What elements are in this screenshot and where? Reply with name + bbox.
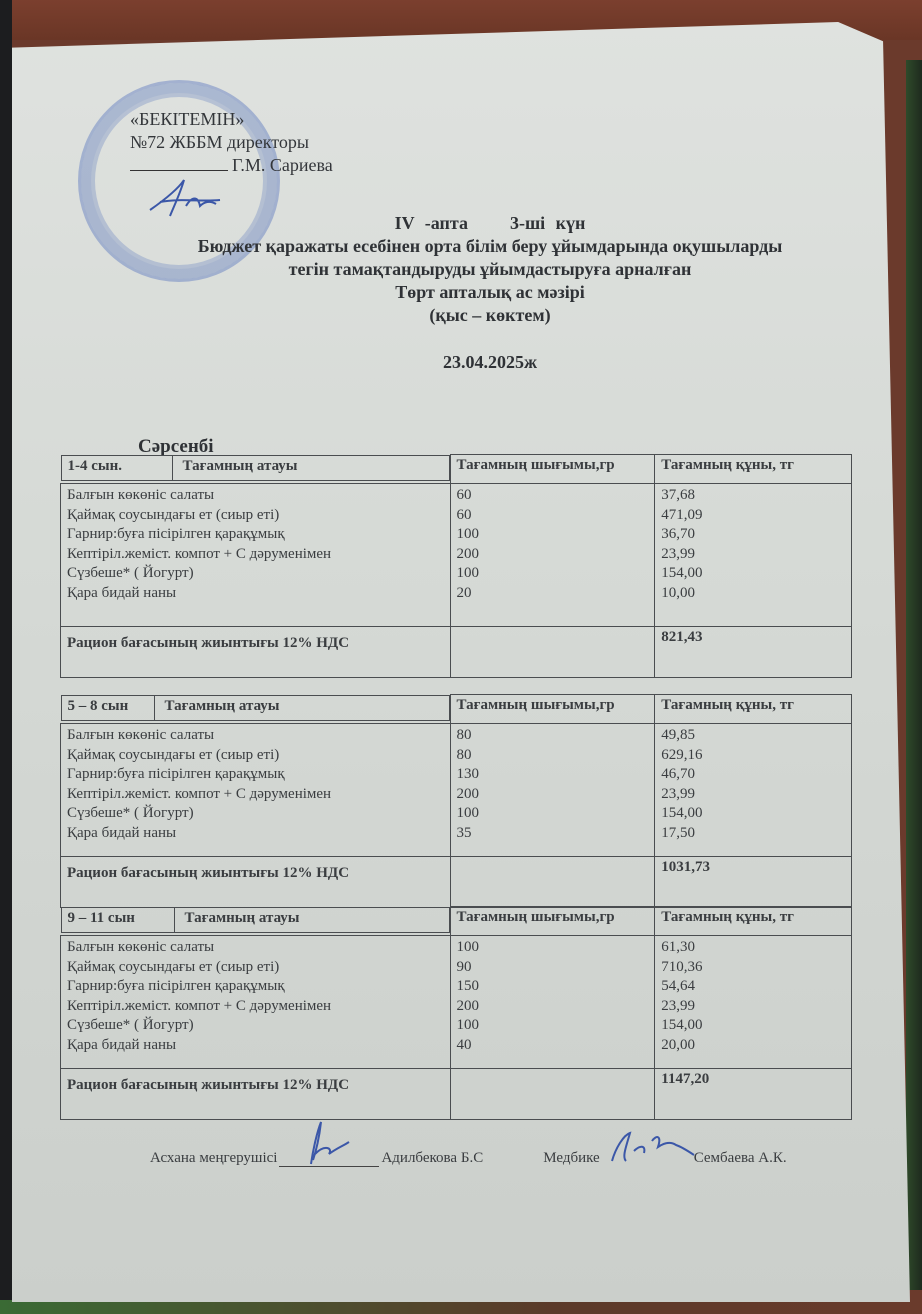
dish-price: 54,64 [661,978,696,994]
column-dish-name: Тағамның атауы [164,697,280,714]
dish-name: Балғын көкөніс салаты [67,727,215,743]
total-label: Рацион бағасының жиынтығы 12% НДС [61,627,451,678]
dish-price: 23,99 [661,997,696,1014]
nurse-title: Медбике [543,1150,600,1166]
table-row [61,484,852,627]
dish-price: 37,68 [661,487,696,503]
dish-price: 49,85 [661,727,696,743]
dish-name: Сүзбеше* ( Йогурт) [67,805,194,821]
dish-grams: 130 [456,766,479,782]
dish-name: Қаймақ соусындағы ет (сиыр еті) [67,506,280,523]
dish-grams: 150 [456,978,479,994]
dish-grams: 100 [456,939,479,955]
column-output: Тағамның шығымы,гр [450,907,655,936]
total-value: 1031,73 [655,857,852,908]
total-value: 1147,20 [655,1069,852,1120]
dish-grams: 100 [456,526,479,542]
title-line-1: Бюджет қаражаты есебінен орта білім беру ұйымдарында оқушыларды [197,236,783,256]
dish-price: 20,00 [661,1036,696,1053]
total-value: 821,43 [655,627,852,678]
dish-grams: 200 [456,545,479,562]
dish-price: 471,09 [661,506,703,523]
total-row [61,1069,852,1120]
column-dish-name: Тағамның атауы [182,457,298,474]
dish-grams: 60 [456,487,472,503]
nurse-name: Сембаева А.К. [693,1150,787,1166]
dish-price: 36,70 [661,526,696,542]
dish-name: Гарнир:буға пісірілген қарақұмық [67,766,285,782]
dish-grams: 40 [456,1036,472,1053]
title-line-3: Төрт апталық ас мәзірі [395,282,585,302]
signatures-footer [150,1150,880,1167]
canteen-signature-icon [299,1120,359,1166]
menu-table-grades-5-8 [60,694,852,908]
dish-grams: 35 [456,824,472,841]
grade-label: 9 – 11 сын [62,908,175,932]
signature-line [130,170,228,171]
dish-grams: 100 [456,805,479,821]
dish-name: Гарнир:буға пісірілген қарақұмық [67,526,285,542]
dish-name: Балғын көкөніс салаты [67,487,215,503]
column-price: Тағамның құны, тг [655,455,852,484]
day-number: 3-ші күн [509,213,586,233]
dish-grams: 60 [456,506,472,523]
document-header [120,212,860,374]
dish-name: Гарнир:буға пісірілген қарақұмық [67,978,285,994]
dish-price: 710,36 [661,958,703,975]
background-edge [0,1300,922,1314]
dish-name: Қара бидай наны [67,1036,177,1053]
dish-price: 17,50 [661,824,696,841]
dish-grams: 90 [456,958,472,975]
approval-block [130,108,333,177]
total-label: Рацион бағасының жиынтығы 12% НДС [61,857,451,908]
dish-grams: 80 [456,727,472,743]
dish-name: Қаймақ соусындағы ет (сиыр еті) [67,746,280,763]
dish-grams: 100 [456,565,479,581]
total-row [61,857,852,908]
dish-name: Кептіріл.жеміст. компот + С дәруменімен [67,785,332,802]
background-edge [906,60,922,1290]
director-name: Г.М. Сариева [232,155,333,175]
dish-price: 10,00 [661,584,696,601]
table-header-row [61,695,852,724]
column-output: Тағамның шығымы,гр [450,695,655,724]
dish-grams: 200 [456,785,479,802]
menu-table-grades-1-4 [60,454,852,678]
dish-price: 23,99 [661,785,696,802]
table-header-row [61,907,852,936]
signature-line [279,1150,379,1167]
dish-price: 23,99 [661,545,696,562]
canteen-manager-title: Асхана меңгерушісі [150,1150,278,1166]
week-label: IV -апта [394,213,468,233]
dish-name: Сүзбеше* ( Йогурт) [67,1017,194,1033]
dish-price: 61,30 [661,939,696,955]
dish-price: 629,16 [661,746,703,763]
dish-grams: 20 [456,584,472,601]
background-edge [0,0,12,1314]
table-header-row [61,455,852,484]
dish-name: Балғын көкөніс салаты [67,939,215,955]
dish-name: Қаймақ соусындағы ет (сиыр еті) [67,958,280,975]
total-label: Рацион бағасының жиынтығы 12% НДС [61,1069,451,1120]
dish-price: 154,00 [661,805,703,821]
total-row [61,627,852,678]
column-price: Тағамның құны, тг [655,695,852,724]
grade-label: 5 – 8 сын [62,696,155,720]
dish-name: Қара бидай наны [67,584,177,601]
dish-grams: 80 [456,746,472,763]
column-dish-name: Тағамның атауы [184,909,300,926]
dish-grams: 100 [456,1017,479,1033]
table-row [61,936,852,1069]
approval-heading: «БЕКІТЕМІН» [130,109,245,129]
column-output: Тағамның шығымы,гр [450,455,655,484]
approval-position: №72 ЖББМ директоры [130,132,309,152]
dish-name: Сүзбеше* ( Йогурт) [67,565,194,581]
menu-table-grades-9-11 [60,906,852,1120]
dish-grams: 200 [456,997,479,1014]
dish-price: 154,00 [661,565,703,581]
dish-name: Кептіріл.жеміст. компот + С дәруменімен [67,545,332,562]
dish-name: Қара бидай наны [67,824,177,841]
signature-line [602,1151,692,1167]
dish-price: 46,70 [661,766,696,782]
document-date: 23.04.2025ж [442,352,538,372]
season: (қыс – көктем) [429,305,551,325]
title-line-2: тегін тамақтандыруды ұйымдастыруға арналған [288,259,692,279]
dish-name: Кептіріл.жеміст. компот + С дәруменімен [67,997,332,1014]
table-row [61,724,852,857]
canteen-manager-name: Адилбекова Б.С [381,1150,484,1166]
grade-label: 1-4 сын. [62,456,173,480]
column-price: Тағамның құны, тг [655,907,852,936]
nurse-signature-icon [606,1127,696,1167]
dish-price: 154,00 [661,1017,703,1033]
day-of-week: Сәрсенбі [138,436,214,457]
